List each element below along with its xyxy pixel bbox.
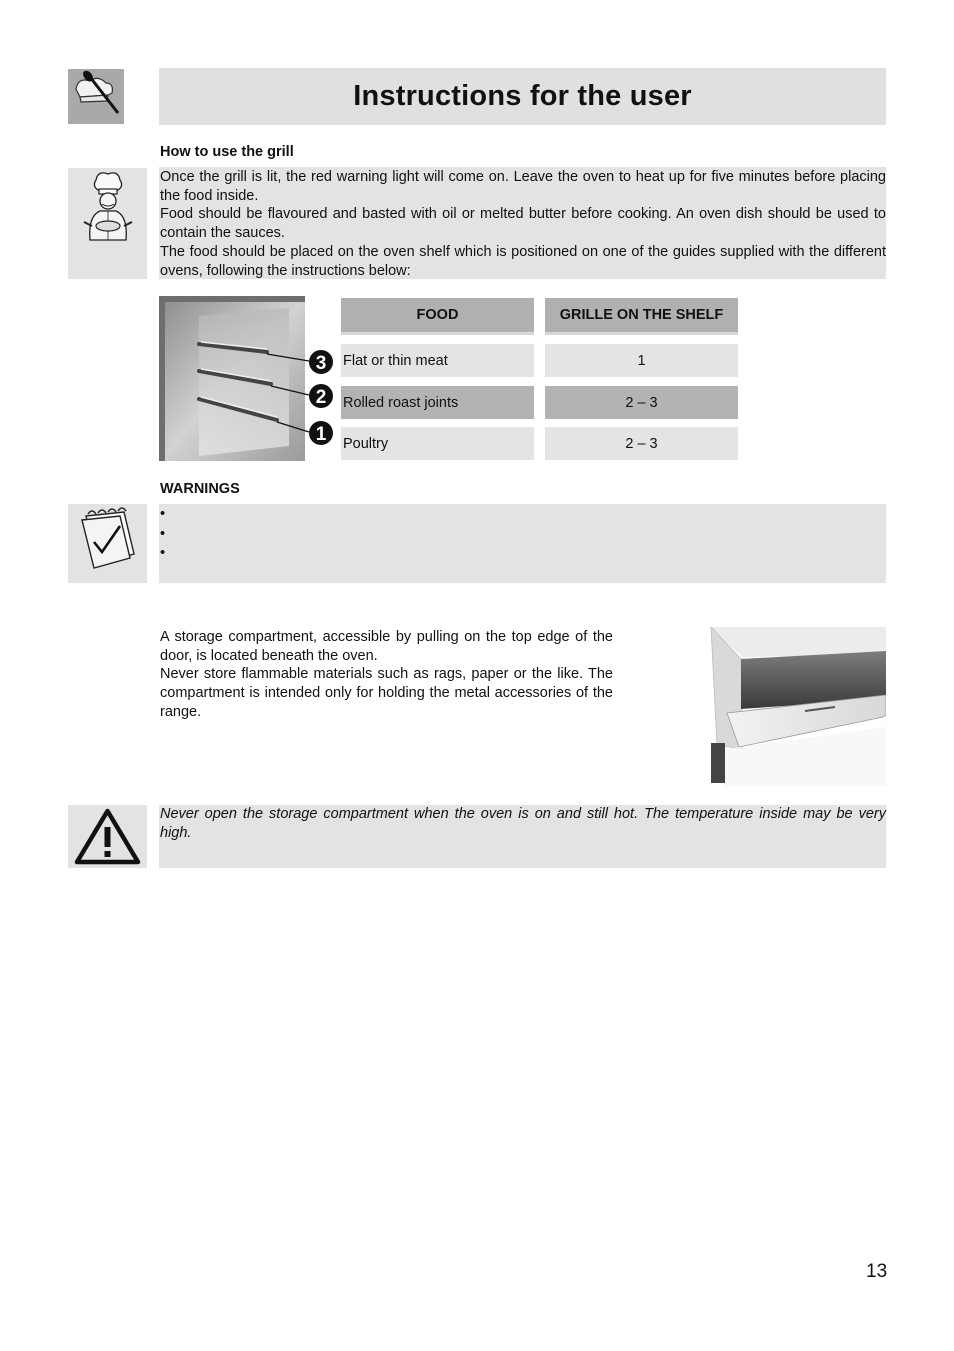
table-cell-food: Flat or thin meat [341, 344, 534, 377]
warning-item [160, 545, 880, 565]
oven-shelf-illustration [159, 296, 337, 461]
shelf-label-2: 2 [315, 387, 327, 408]
warning-item [160, 526, 880, 546]
table-cell-food: Rolled roast joints [341, 386, 534, 419]
storage-drawer-illustration [655, 627, 886, 786]
table-header-shelf: GRILLE ON THE SHELF [545, 298, 738, 335]
shelf-label-1: 1 [315, 424, 327, 445]
chef-icon [68, 168, 147, 279]
grill-paragraph: The food should be placed on the oven shelf which is positioned on one of the guides supplied with the different ovens, following the instructions below: [160, 243, 886, 279]
shelf-label-3: 3 [315, 353, 327, 374]
page-title: Instructions for the user [353, 80, 692, 112]
caution-text: Never open the storage compartment when the oven is on and still hot. The temperature inside may be very high. [160, 806, 886, 841]
storage-paragraph: Never store flammable materials such as rags, paper or the like. The compartment is intended only for holding the metal accessories of the range. [160, 666, 613, 720]
spoon-and-chef-hat-icon [68, 69, 124, 124]
storage-compartment-image [655, 627, 886, 786]
oven-interior-image [159, 296, 337, 461]
grill-section-title: How to use the grill [160, 144, 294, 160]
warning-item [160, 506, 880, 526]
table-header-food: FOOD [341, 298, 534, 335]
grill-paragraph: Once the grill is lit, the red warning light will come on. Leave the oven to heat up for five minutes before placing the food inside. [160, 169, 886, 204]
header-icon-box [68, 69, 124, 124]
table-cell-food: Poultry [341, 427, 534, 460]
table-cell-shelf: 2 – 3 [545, 427, 738, 460]
table-cell-shelf: 2 – 3 [545, 386, 738, 419]
table-cell-shelf: 1 [545, 344, 738, 377]
warnings-icon-box [68, 504, 147, 583]
warnings-title: WARNINGS [160, 481, 240, 497]
storage-text [160, 628, 613, 722]
page-number: 13 [866, 1261, 888, 1282]
warning-triangle-icon [68, 805, 147, 868]
storage-paragraph: A storage compartment, accessible by pulling on the top edge of the door, is located beneath the oven. [160, 629, 613, 664]
warnings-list [160, 506, 880, 565]
grill-icon-box [68, 168, 147, 279]
header-bar [159, 68, 886, 125]
grill-instructions [160, 168, 886, 280]
notepad-checklist-icon [68, 504, 147, 583]
grill-paragraph: Food should be flavoured and basted with oil or melted butter before cooking. An oven dish should be used to contain the sauces. [160, 206, 886, 242]
caution-icon-box [68, 805, 147, 868]
